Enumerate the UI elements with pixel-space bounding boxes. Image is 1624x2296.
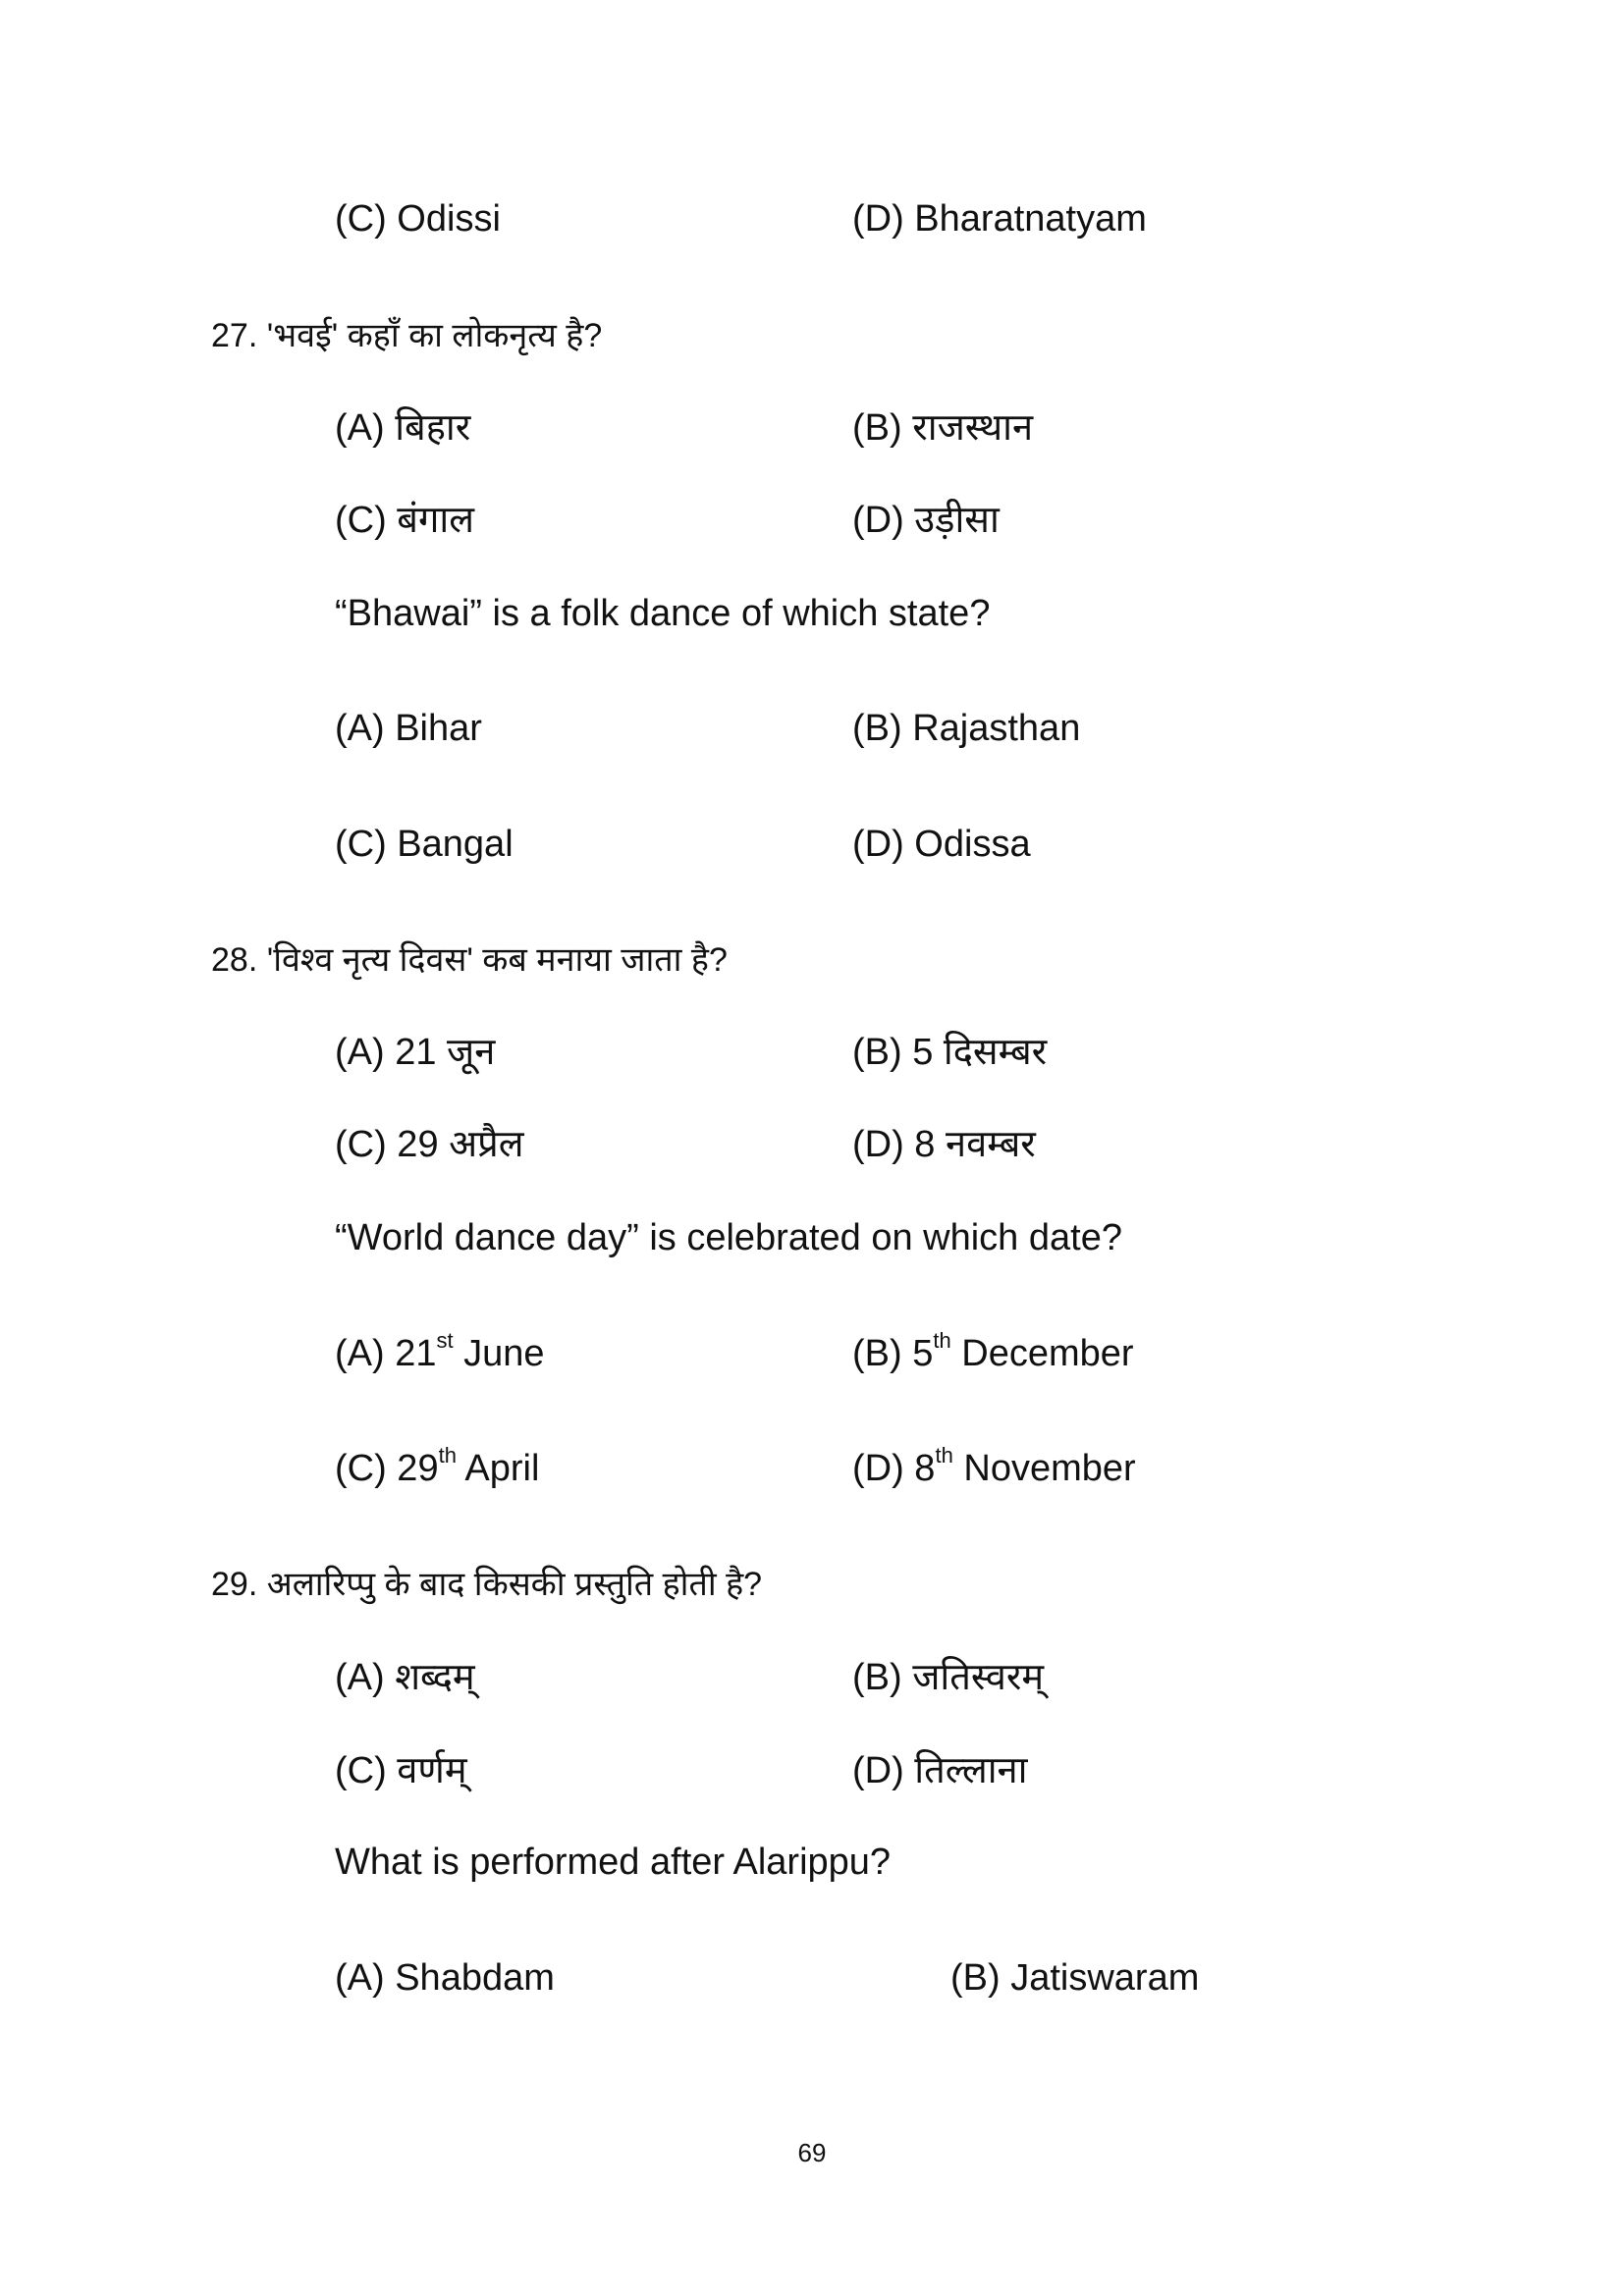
q27-english-option-d: (D) Odissa	[852, 824, 1031, 865]
question-28-english: “World dance day” is celebrated on which date?	[335, 1217, 1122, 1258]
q28-hindi-option-a: (A) 21 जून	[335, 1032, 496, 1073]
option-text: June	[453, 1333, 545, 1374]
question-text: अलारिप्पु के बाद किसकी प्रस्तुति होती है?	[266, 1566, 763, 1603]
ordinal-suffix: th	[935, 1443, 953, 1468]
q27-hindi-option-c: (C) बंगाल	[335, 500, 475, 541]
q27-hindi-option-a: (A) बिहार	[335, 407, 471, 449]
option-d-bharatnatyam: (D) Bharatnatyam	[852, 198, 1147, 240]
option-text: (B) 5	[852, 1333, 934, 1374]
question-number: 28.	[211, 941, 258, 979]
q28-english-option-a	[335, 1328, 545, 1376]
q29-english-option-b: (B) Jatiswaram	[950, 1957, 1200, 1999]
question-29-hindi	[211, 1562, 762, 1607]
q28-english-option-b	[852, 1328, 1134, 1376]
question-text: 'भवई' कहाँ का लोकनृत्य है?	[266, 317, 603, 354]
q28-hindi-option-c: (C) 29 अप्रैल	[335, 1124, 524, 1165]
option-text: December	[950, 1333, 1134, 1374]
q28-hindi-option-b: (B) 5 दिसम्बर	[852, 1032, 1048, 1073]
ordinal-suffix: th	[438, 1443, 457, 1468]
q29-hindi-option-c: (C) वर्णम्	[335, 1750, 467, 1791]
option-text: April	[456, 1448, 540, 1489]
q27-english-option-c: (C) Bangal	[335, 824, 514, 865]
q29-hindi-option-a: (A) शब्दम्	[335, 1657, 475, 1698]
ordinal-suffix: th	[933, 1328, 951, 1353]
q27-hindi-option-b: (B) राजस्थान	[852, 407, 1034, 449]
question-28-hindi	[211, 937, 728, 983]
question-text: 'विश्व नृत्य दिवस' कब मनाया जाता है?	[266, 941, 728, 979]
option-text: November	[952, 1448, 1136, 1489]
question-27-hindi	[211, 313, 602, 358]
q28-english-option-c	[335, 1443, 540, 1491]
option-text: (C) 29	[335, 1448, 439, 1489]
q27-hindi-option-d: (D) उड़ीसा	[852, 500, 1000, 541]
q27-english-option-b: (B) Rajasthan	[852, 708, 1081, 749]
option-c-odissi: (C) Odissi	[335, 198, 501, 240]
question-29-english: What is performed after Alarippu?	[335, 1842, 892, 1883]
question-number: 27.	[211, 317, 258, 354]
question-27-english: “Bhawai” is a folk dance of which state?	[335, 593, 991, 634]
q28-english-option-d	[852, 1443, 1136, 1491]
option-text: (A) 21	[335, 1333, 437, 1374]
ordinal-suffix: st	[436, 1328, 454, 1353]
q29-english-option-a: (A) Shabdam	[335, 1957, 555, 1999]
q29-hindi-option-b: (B) जतिस्वरम्	[852, 1657, 1045, 1698]
q29-hindi-option-d: (D) तिल्लाना	[852, 1750, 1028, 1791]
q27-english-option-a: (A) Bihar	[335, 708, 482, 749]
q28-hindi-option-d: (D) 8 नवम्बर	[852, 1124, 1036, 1165]
option-text: (D) 8	[852, 1448, 936, 1489]
page-number: 69	[797, 2138, 827, 2167]
question-number: 29.	[211, 1566, 258, 1603]
